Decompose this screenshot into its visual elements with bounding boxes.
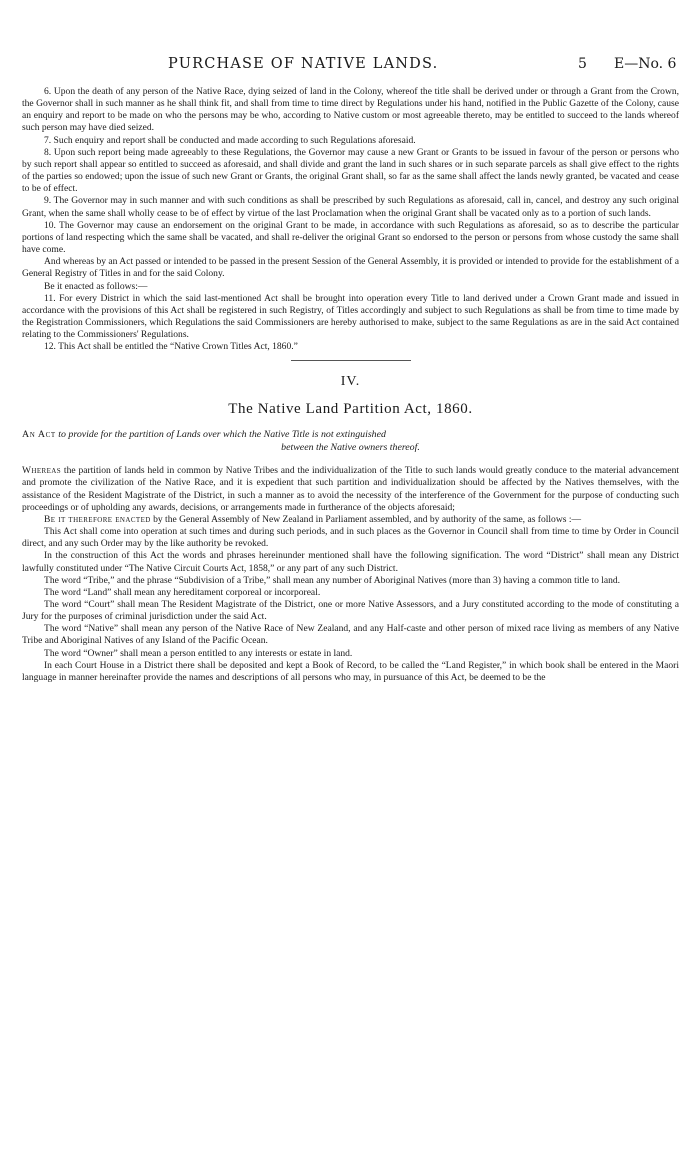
preamble <box>22 465 679 514</box>
act-long-title-line2: between the Native owners thereof. <box>281 441 420 453</box>
definition-native: The word “Native” shall mean any person of the Native Race of New Zealand, and any Half-caste and other person of mixed race living as members of any Native Tribe and Aboriginal Natives of any Island of the Pacific Ocean. <box>22 623 679 647</box>
definition-tribe: The word “Tribe,” and the phrase “Subdivision of a Tribe,” shall mean any number of Aboriginal Natives (more than 3) having a common title to land. <box>44 574 621 586</box>
page-number: 5 <box>578 56 587 72</box>
running-title: PURCHASE OF NATIVE LANDS. <box>168 56 439 72</box>
clause-9: 9. The Governor may in such manner and with such conditions as shall be prescribed by such Regulations as aforesaid, call in, cancel, and destroy any such original Grant, when the same shall wholly cease to be of effect by virtue of the last Proclamation when the original Grant shall be vacated only as to a portion of such lands. <box>22 195 679 219</box>
enacting-clause <box>22 514 679 526</box>
definition-owner: The word “Owner” shall mean a person entitled to any interests or estate in land. <box>44 647 353 659</box>
clause-7: 7. Such enquiry and report shall be conducted and made according to such Regulations aforesaid. <box>44 134 416 146</box>
commencement-paragraph: This Act shall come into operation at such times and during such periods, and in such places as the Governor in Council shall from time to time by Order in Council direct, and any such Order may by the like authority be revoked. <box>22 526 679 550</box>
whereas-paragraph: And whereas by an Act passed or intended to be passed in the present Session of the General Assembly, it is provided or intended to provide for the establishment of a General Registry of Titles in and for the said Colony. <box>22 256 679 280</box>
enacted-line: Be it enacted as follows:— <box>44 280 148 292</box>
act-long-title <box>22 429 679 454</box>
page-header <box>0 56 700 76</box>
preamble-text: the partition of lands held in common by Native Tribes and the individualization of the Title to such lands would greatly conduce to the material advancement and promote the civilization of the Native Race, and it is expedient that such partition and individualization should be affected by the Natives themselves, with the assistance of the Resident Magistrate of the District, in such a manner as to avoid the necessity of the interference of the Government for the purpose of conducting such proceedings or of upholding any awards, decisions, or arrangements made in furtherance of the objects aforesaid; <box>22 465 680 513</box>
page-body <box>22 86 679 684</box>
enacting-lead: Be it therefore enacted <box>44 513 151 525</box>
clause-8: 8. Upon such report being made agreeably to these Regulations, the Governor may cause a new Grant or Grants to be issued in favour of the person or persons who by such report shall appear so entitled to succeed as aforesaid, and shall divide and grant the land in such shares or in such separate parcels as shall give effect to the rights of the parties so endowed; upon the issue of such new Grant or Grants, the original Grant shall, so far as the same shall affect the lands newly granted, be vacated and cease to be of effect. <box>22 146 679 195</box>
clause-6: 6. Upon the death of any person of the Native Race, dying seized of land in the Colony, whereof the title shall be derived under or through a Grant from the Crown, the Governor shall in such manner as he shall think fit, and shall from time to time direct by Regulations under his hand, notified in the Public Gazette of the Colony, cause an enquiry and report to be made on who the persons may be who, according to Native custom or most agreeable thereto, may be entitled to succeed to the lands whereof such person may have died seized. <box>22 86 679 134</box>
clause-10: 10. The Governor may cause an endorsement on the original Grant to be made, in accordance with such Regulations as aforesaid, so as to describe the particular portions of land respecting which the same shall be vacated, and shall re-deliver the original Grant so endorsed to the person or persons from whose custody the same shall have come. <box>22 219 679 256</box>
land-register-paragraph: In each Court House in a District there shall be deposited and kept a Book of Record, to be called the “Land Register,” in which book shall be entered in the Maori language in manner hereinafter provide the names and descriptions of all persons who may, in pursuance of this Act, be deemed to be the <box>22 659 679 683</box>
act-long-title-line1: to provide for the partition of Lands over which the Native Title is not extinguished <box>58 429 386 441</box>
section-divider <box>291 360 411 361</box>
document-number: E—No. 6 <box>614 56 677 72</box>
interpretation-paragraph: In the construction of this Act the words and phrases hereinunder mentioned shall have the following signification. The word “District” shall mean any District lawfully constituted under “The Native Circuit Courts Act, 1858,” or any part of any such District. <box>22 550 679 574</box>
section-number: IV. <box>340 374 361 390</box>
definition-land: The word “Land” shall mean any hereditament corporeal or incorporeal. <box>44 586 321 598</box>
preamble-lead: Whereas <box>22 465 62 477</box>
enacting-text: by the General Assembly of New Zealand in Parliament assembled, and by authority of the same, as follows :— <box>153 513 582 525</box>
act-title: The Native Land Partition Act, 1860. <box>228 401 473 418</box>
definition-court: The word “Court” shall mean The Resident Magistrate of the District, one or more Native Assessors, and a Jury constituted according to the mode of constituting a Jury for the purposes of criminal jurisdiction under the said Act. <box>22 598 679 623</box>
act-long-title-lead: An Act <box>22 429 56 441</box>
clause-12: 12. This Act shall be entitled the “Native Crown Titles Act, 1860.” <box>44 341 298 353</box>
clause-11: 11. For every District in which the said last-mentioned Act shall be brought into operation every Title to land derived under a Crown Grant made and issued in accordance with the provisions of this Act shall be registered in such Registry, of Titles accordingly and subject to such Regulations as shall be from time to time made by the Registration Commissioners, which Regulations the said Commissioners are hereby authorised to make, subject to the same Regulations as are in the said Act contained relating to the Commissioners' Regulations. <box>22 292 679 341</box>
